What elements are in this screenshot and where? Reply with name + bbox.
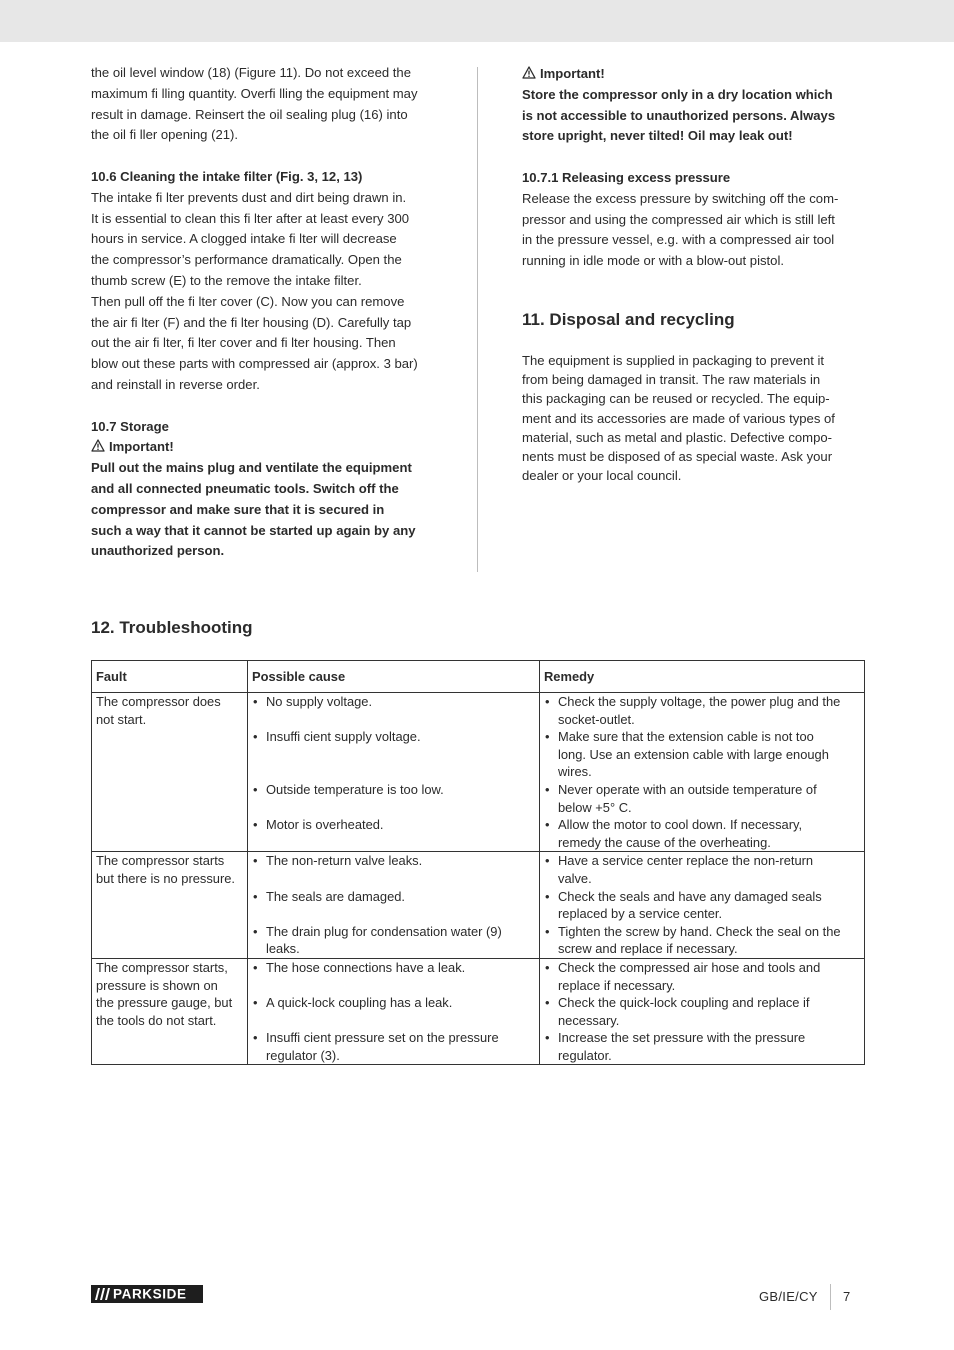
text-line: unauthorized person. bbox=[91, 543, 225, 559]
left-column bbox=[91, 63, 441, 562]
remedy-text-line: screw and replace if necessary. bbox=[558, 941, 738, 957]
remedy-text-line: • Have a service center replace the non-return bbox=[558, 853, 814, 869]
cause-cell bbox=[248, 958, 540, 1065]
cause-text-line bbox=[266, 1012, 535, 1030]
cause-item bbox=[252, 852, 535, 887]
remedy-column-header: Remedy bbox=[540, 661, 865, 693]
cause-item bbox=[252, 728, 535, 781]
cause-text-line bbox=[266, 905, 535, 923]
right-column bbox=[522, 64, 862, 272]
text-line: The equipment is supplied in packaging to prevent it bbox=[522, 353, 825, 368]
text-line: The intake fi lter prevents dust and dirt being drawn in. bbox=[91, 189, 407, 205]
release-pressure-heading: 10.7.1 Releasing excess pressure bbox=[522, 169, 731, 185]
text-line: dealer or your local council. bbox=[522, 468, 682, 484]
text-line: nents must be disposed of as special waste. Ask your bbox=[522, 449, 833, 465]
remedy-cell bbox=[540, 852, 865, 959]
remedy-text-line: • Never operate with an outside temperature of bbox=[558, 781, 817, 797]
remedy-item bbox=[544, 852, 860, 887]
text-line: maximum fi lling quantity. Overfi lling the equipment may bbox=[91, 85, 418, 101]
text-line: blow out these parts with compressed air (approx. 3 bar) bbox=[91, 356, 418, 372]
remedy-item bbox=[544, 693, 860, 728]
text-line: Release the excess pressure by switching off the com- bbox=[522, 190, 839, 206]
fault-text-line: The compressor starts, bbox=[96, 959, 228, 975]
remedy-text-line: long. Use an extension cable with large enough bbox=[558, 746, 829, 762]
troubleshooting-heading: 12. Troubleshooting bbox=[91, 618, 253, 637]
cause-item bbox=[252, 693, 535, 728]
cause-text-line bbox=[266, 977, 535, 995]
remedy-cell bbox=[540, 693, 865, 852]
remedy-item bbox=[544, 781, 860, 816]
text-line: the oil level window (18) (Figure 11). Do not exceed the bbox=[91, 65, 411, 80]
cause-text-line bbox=[266, 870, 535, 888]
fault-cell bbox=[92, 852, 248, 959]
remedy-item bbox=[544, 888, 860, 923]
cause-text-line bbox=[266, 834, 535, 852]
cause-text-line: • The hose connections have a leak. bbox=[266, 959, 466, 975]
remedy-text-line: • Tighten the screw by hand. Check the seal on the bbox=[558, 923, 841, 939]
text-line: It is essential to clean this fi lter after at least every 300 bbox=[91, 210, 410, 226]
cause-text-line: leaks. bbox=[266, 941, 300, 957]
cause-item bbox=[252, 781, 535, 816]
fault-text-line: The compressor does bbox=[96, 694, 221, 709]
cause-text-line bbox=[266, 799, 535, 817]
remedy-item bbox=[544, 923, 860, 958]
text-line: compressor and make sure that it is secured in bbox=[91, 501, 385, 517]
important-label: Important! bbox=[540, 66, 605, 81]
text-line: running in idle mode or with a blow-out pistol. bbox=[522, 253, 785, 269]
logo-wordmark: PARKSIDE bbox=[113, 1286, 187, 1302]
text-line: out the air fi lter, fi lter cover and fi lter housing. Then bbox=[91, 335, 396, 351]
text-line: the air fi lter (F) and the fi lter housing (D). Carefully tap bbox=[91, 314, 412, 330]
remedy-text-line: replaced by a service center. bbox=[558, 906, 723, 922]
remedy-item bbox=[544, 1029, 860, 1064]
text-line: this packaging can be reused or recycled. The equip- bbox=[522, 391, 830, 407]
column-divider bbox=[477, 67, 478, 572]
cause-text-line: • The non-return valve leaks. bbox=[266, 853, 423, 869]
cause-text-line bbox=[266, 711, 535, 729]
cause-cell bbox=[248, 852, 540, 959]
text-line: is not accessible to unauthorized persons. Always bbox=[522, 107, 836, 123]
remedy-text-line: valve. bbox=[558, 870, 592, 886]
important-notice bbox=[91, 437, 441, 458]
cause-item bbox=[252, 1029, 535, 1064]
store-dry-warning bbox=[522, 85, 862, 147]
remedy-text-line: necessary. bbox=[558, 1012, 620, 1028]
remedy-text-line: • Check the quick-lock coupling and replace if bbox=[558, 995, 810, 1011]
remedy-text-line: wires. bbox=[558, 764, 592, 780]
table-row bbox=[92, 958, 865, 1065]
text-line: material, such as metal and plastic. Defective compo- bbox=[522, 429, 833, 445]
important-label: Important! bbox=[109, 439, 174, 455]
text-line: ment and its accessories are made of various types of bbox=[522, 410, 835, 426]
fault-cell bbox=[92, 958, 248, 1065]
remedy-text-line: • Check the compressed air hose and tools and bbox=[558, 959, 821, 975]
storage-heading: 10.7 Storage bbox=[91, 418, 169, 434]
text-line: such a way that it cannot be started up again by any bbox=[91, 522, 416, 538]
cause-text-line: • A quick-lock coupling has a leak. bbox=[266, 995, 453, 1011]
cleaning-heading: 10.6 Cleaning the intake filter (Fig. 3, 12, 13) bbox=[91, 168, 363, 184]
text-line: result in damage. Reinsert the oil sealing plug (16) into bbox=[91, 106, 408, 122]
cause-item bbox=[252, 888, 535, 923]
fault-text-line: the pressure gauge, but bbox=[96, 995, 233, 1011]
cause-item bbox=[252, 923, 535, 958]
cause-item bbox=[252, 959, 535, 994]
release-pressure-paragraph bbox=[522, 189, 862, 272]
remedy-item bbox=[544, 816, 860, 851]
cause-text-line: • Insuffi cient supply voltage. bbox=[266, 729, 421, 745]
text-line: the compressor’s performance dramatically. Open the bbox=[91, 252, 402, 268]
cleaning-paragraph bbox=[91, 188, 441, 396]
cause-text-line: • No supply voltage. bbox=[266, 694, 373, 709]
parkside-logo bbox=[91, 1285, 203, 1303]
disposal-paragraph bbox=[522, 351, 867, 485]
cause-text-line bbox=[266, 763, 535, 781]
warning-triangle-icon bbox=[522, 66, 536, 79]
cause-text-line bbox=[266, 746, 535, 764]
remedy-text-line: • Allow the motor to cool down. If necessary, bbox=[558, 817, 803, 833]
cause-item bbox=[252, 994, 535, 1029]
text-line: Pull out the mains plug and ventilate the equipment bbox=[91, 460, 412, 476]
header-band bbox=[0, 0, 954, 42]
table-row bbox=[92, 852, 865, 959]
cause-cell bbox=[248, 693, 540, 852]
cause-text-line: regulator (3). bbox=[266, 1047, 340, 1063]
fault-text-line: not start. bbox=[96, 711, 147, 727]
remedy-text-line: replace if necessary. bbox=[558, 977, 676, 993]
oil-fill-paragraph bbox=[91, 63, 441, 146]
region-code: GB/IE/CY bbox=[759, 1289, 818, 1304]
text-line: and reinstall in reverse order. bbox=[91, 376, 260, 392]
remedy-text-line: regulator. bbox=[558, 1047, 612, 1063]
remedy-item bbox=[544, 994, 860, 1029]
remedy-item bbox=[544, 728, 860, 781]
text-line: store upright, never tilted! Oil may leak out! bbox=[522, 128, 793, 144]
remedy-text-line: • Increase the set pressure with the pressure bbox=[558, 1030, 806, 1046]
fault-text-line: pressure is shown on bbox=[96, 977, 218, 993]
fault-cell bbox=[92, 693, 248, 852]
page-number: 7 bbox=[843, 1289, 851, 1304]
cause-text-line: • The seals are damaged. bbox=[266, 888, 406, 904]
fault-text-line: The compressor starts bbox=[96, 853, 225, 869]
storage-warning bbox=[91, 458, 441, 562]
warning-triangle-icon bbox=[91, 439, 105, 452]
remedy-text-line: • Check the supply voltage, the power plug and the bbox=[558, 694, 841, 709]
cause-text-line: • Motor is overheated. bbox=[266, 817, 384, 833]
cause-text-line: • Outside temperature is too low. bbox=[266, 781, 444, 797]
text-line: Then pull off the fi lter cover (C). Now you can remove bbox=[91, 293, 405, 309]
cause-item bbox=[252, 816, 535, 851]
text-line: in the pressure vessel, e.g. with a compressed air tool bbox=[522, 232, 835, 248]
table-row bbox=[92, 693, 865, 852]
remedy-text-line: • Make sure that the extension cable is not too bbox=[558, 729, 814, 745]
text-line: pressor and using the compressed air which is still left bbox=[522, 211, 835, 227]
text-line: hours in service. A clogged intake fi lter will decrease bbox=[91, 231, 397, 247]
text-line: the oil fi ller opening (21). bbox=[91, 127, 239, 143]
fault-column-header: Fault bbox=[92, 661, 248, 693]
fault-text-line: but there is no pressure. bbox=[96, 870, 236, 886]
cause-text-line: • Insuffi cient pressure set on the pressure bbox=[266, 1030, 499, 1046]
footer-divider bbox=[830, 1284, 831, 1310]
remedy-text-line: socket-outlet. bbox=[558, 711, 635, 727]
remedy-item bbox=[544, 959, 860, 994]
text-line: from being damaged in transit. The raw materials in bbox=[522, 372, 821, 388]
remedy-text-line: below +5° C. bbox=[558, 799, 632, 815]
remedy-text-line: • Check the seals and have any damaged seals bbox=[558, 888, 822, 904]
disposal-heading: 11. Disposal and recycling bbox=[522, 310, 735, 329]
text-line: thumb screw (E) to the remove the intake filter. bbox=[91, 272, 362, 288]
troubleshooting-table bbox=[91, 660, 865, 1065]
table-header-row bbox=[92, 661, 865, 693]
fault-text-line: the tools do not start. bbox=[96, 1012, 217, 1028]
cause-text-line: • The drain plug for condensation water (9) bbox=[266, 923, 502, 939]
text-line: and all connected pneumatic tools. Switch off the bbox=[91, 480, 399, 496]
remedy-cell bbox=[540, 958, 865, 1065]
cause-column-header: Possible cause bbox=[248, 661, 540, 693]
important-notice bbox=[522, 64, 862, 85]
text-line: Store the compressor only in a dry location which bbox=[522, 86, 833, 102]
remedy-text-line: remedy the cause of the overheating. bbox=[558, 834, 771, 850]
